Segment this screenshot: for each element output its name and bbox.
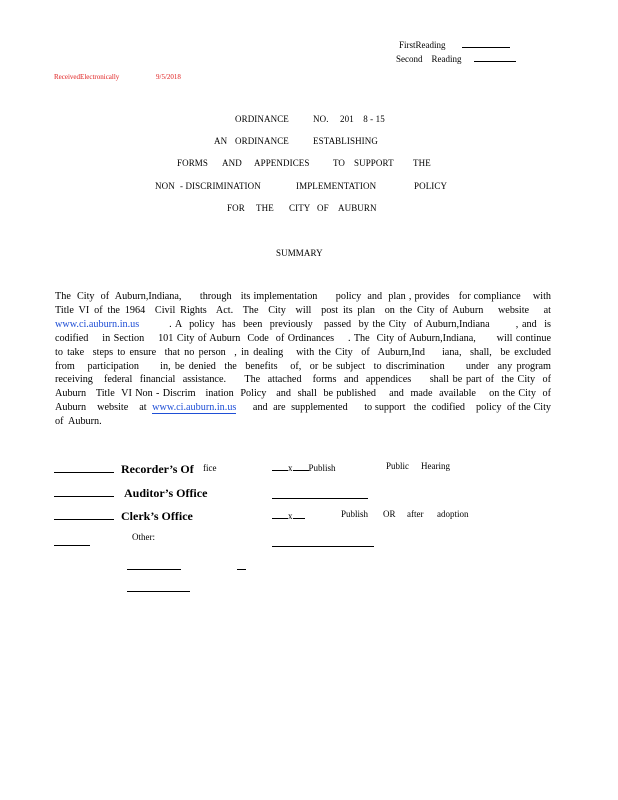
summary-line-2: Title VI of the 1964 Civil Rights Act. The City will post its plan on the City of Auburn website at [55,304,551,316]
publish-blank-1b [293,461,309,471]
publish-label-2: Publish [341,509,369,519]
recorder-row [54,460,194,478]
auditor-row [54,484,207,502]
publish-x-1: x [288,463,293,473]
title-ordinance: ORDINANCE [235,136,289,146]
title-the2: THE [256,203,274,213]
title-support: SUPPORT [354,158,394,168]
summary-line-4: codified in Section 101 City of Auburn Code of Ordinances . The City of Auburn,Indiana, will continue [55,332,551,344]
auditor-action-blank [272,489,368,499]
publish-row-1 [272,461,336,473]
after-label: after [407,509,424,519]
recorder-office-tail: fice [203,463,217,473]
summary-line-5: to take steps to ensure that no person , in dealing with the City of Auburn,Ind iana, shall, be excluded [55,346,551,358]
other-blank [54,536,90,546]
summary-line-7: receiving federal financial assistance. The attached forms and appendices shall be part of the City of [55,374,551,386]
other-action-line [272,534,374,552]
first-reading-label: FirstReading [399,40,446,50]
title-of: OF [317,203,329,213]
title-forms: FORMS [177,158,209,168]
title-discrimination: - DISCRIMINATION [180,181,261,191]
hearing-label: Hearing [421,461,450,471]
title-no: NO. [313,114,329,124]
title-establishing: ESTABLISHING [313,136,378,146]
publish-row-2 [272,509,305,521]
publish-blank-1a [272,461,288,471]
first-reading-blank [462,38,510,48]
title-to: TO [333,158,346,168]
title-ordinance-word: ORDINANCE [235,114,289,124]
title-the: THE [413,158,431,168]
summary-line-6: from participation in, be denied the benefits of, or be subject to discrimination under any program [55,360,551,372]
summary-line-9-b: and are supplemented to support the codified policy of the City [252,402,551,414]
title-for: FOR [227,203,245,213]
website-link-2[interactable]: www.ci.auburn.in.us [152,402,237,414]
other-blank-2 [127,582,190,592]
clerk-row [54,507,193,525]
summary-line-3 [55,318,551,332]
title-implementation: IMPLEMENTATION [296,181,377,191]
title-number: 201 8 - 15 [340,114,385,124]
public-label: Public [386,461,410,471]
other-action-blank [272,537,374,547]
publish-blank-2a [272,509,288,519]
auditor-office-label: Auditor’s Office [124,486,208,500]
second-reading-label: Second Reading [396,54,462,64]
received-stamp: ReceivedElectronically [54,73,120,81]
other-blank-small [237,560,246,570]
title-policy: POLICY [414,181,448,191]
second-reading [396,52,516,64]
summary-line-3-text: . A policy has been previously passed by the City of Auburn,Indiana , and is [169,318,551,330]
other-blank-1 [127,560,181,570]
publish-blank-2b [293,509,305,519]
second-reading-blank [474,52,516,62]
first-reading [399,38,510,50]
summary-paragraph [55,290,551,429]
title-and: AND [222,158,242,168]
auditor-blank [54,487,114,497]
title-non: NON [155,181,175,191]
adoption-label: adoption [437,509,469,519]
summary-line-9 [55,401,551,415]
title-city: CITY [289,203,311,213]
clerk-blank [54,510,114,520]
clerk-office-label: Clerk’s Office [121,509,193,523]
publish-x-2: x [288,511,293,521]
recorder-office-label: Recorder’s Of [121,462,194,476]
website-link[interactable]: www.ci.auburn.in.us [55,318,140,330]
other-line-2 [127,579,190,597]
title-appendices: APPENDICES [254,158,310,168]
publish-label-1: Publish [308,463,336,473]
summary-line-8: Auburn Title VI Non - Discrim ination Policy and shall be published and made available on the City of [55,388,551,400]
recorder-blank [54,463,114,473]
summary-heading: SUMMARY [276,248,323,258]
summary-line-9-a: Auburn website at [55,402,147,414]
or-label: OR [383,509,396,519]
title-an: AN [214,136,228,146]
auditor-action-line [272,486,368,504]
other-label: Other: [132,532,155,542]
other-line-1 [127,557,246,575]
title-auburn: AUBURN [338,203,377,213]
summary-line-1: The City of Auburn,Indiana, through its implementation policy and plan , provides for compliance with [55,291,551,302]
summary-line-10: of Auburn. [55,416,102,428]
other-row [54,533,90,551]
received-date: 9/5/2018 [156,73,181,81]
